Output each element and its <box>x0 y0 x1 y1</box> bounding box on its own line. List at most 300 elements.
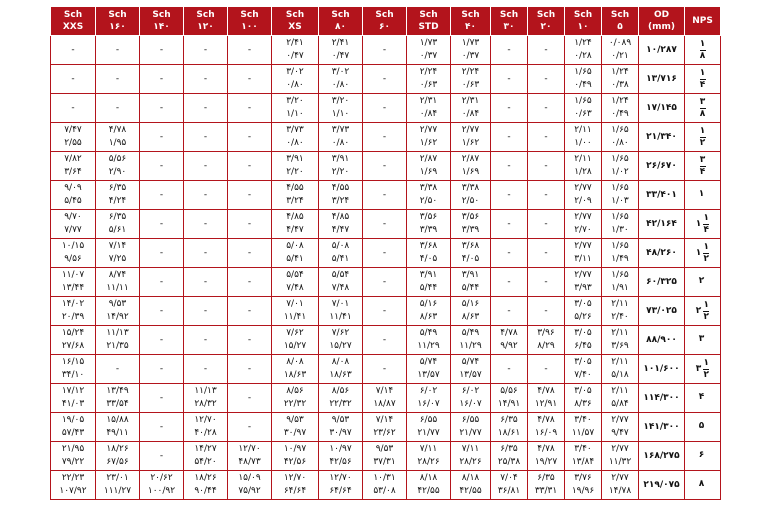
od-cell <box>639 210 685 239</box>
cell-value: - <box>382 189 387 200</box>
table-row <box>51 123 721 152</box>
schedule-cell <box>407 65 451 94</box>
cell-value: - <box>203 102 208 113</box>
cell-value: - <box>382 334 387 345</box>
nps-fraction <box>703 214 709 235</box>
weight-value: ۱۳/۴۴ <box>61 283 85 293</box>
schedule-cell <box>565 442 602 471</box>
schedule-cell <box>319 297 363 326</box>
weight-value: ۱۶/۰۷ <box>417 399 440 409</box>
cell-value: - <box>203 189 208 200</box>
schedule-cell <box>363 94 407 123</box>
nps-cell <box>685 239 721 268</box>
nps-whole: ۲ <box>698 276 705 286</box>
cell-value: - <box>382 218 387 229</box>
schedule-cell <box>228 65 272 94</box>
schedule-cell <box>319 442 363 471</box>
weight-value: ۷/۴۸ <box>331 283 350 293</box>
nps-cell <box>685 471 721 500</box>
schedule-cell <box>565 297 602 326</box>
weight-value: ۳/۶۹ <box>611 341 629 351</box>
nps-numerator: ۱ <box>703 212 709 223</box>
schedule-cell <box>272 36 319 65</box>
cell-value: - <box>115 73 120 84</box>
od-cell <box>639 123 685 152</box>
schedule-cell <box>51 94 96 123</box>
table-row <box>51 442 721 471</box>
wall-thickness: ۲۱/۹۵ <box>61 444 85 454</box>
wall-thickness: ۳/۰۵ <box>574 386 592 396</box>
wall-thickness: ۳/۶۸ <box>419 241 438 251</box>
column-header-label: NPS <box>692 16 713 26</box>
wall-thickness: ۲/۳۱ <box>461 96 480 106</box>
wall-thickness: ۵/۵۶ <box>108 154 127 164</box>
schedule-cell <box>565 326 602 355</box>
weight-value: ۷/۲۵ <box>108 254 127 264</box>
schedule-cell <box>184 239 228 268</box>
schedule-cell <box>528 36 565 65</box>
weight-value: ۷۵/۹۲ <box>238 486 261 496</box>
table-row <box>51 152 721 181</box>
nps-numerator: ۳ <box>699 96 706 107</box>
wall-thickness: ۱/۶۵ <box>611 270 629 280</box>
wall-thickness: ۳/۶۸ <box>461 241 480 251</box>
cell-value: - <box>203 73 208 84</box>
column-header-label: Sch <box>499 10 519 20</box>
wall-thickness: ۳/۷۳ <box>331 125 350 135</box>
cell-value: - <box>115 363 120 374</box>
weight-value: ۱۱/۳۲ <box>608 457 632 467</box>
cell-value: - <box>382 73 387 84</box>
cell-value: - <box>203 160 208 171</box>
wall-thickness: ۷/۶۲ <box>331 328 350 338</box>
od-cell <box>639 442 685 471</box>
od-cell <box>639 471 685 500</box>
schedule-cell <box>51 65 96 94</box>
wall-thickness: ۱۳/۴۹ <box>106 386 129 396</box>
weight-value: ۵/۴۱ <box>286 254 304 264</box>
wall-thickness: ۲/۱۱ <box>611 299 629 309</box>
pipe-schedule-table-container <box>50 6 721 500</box>
cell-value: - <box>247 102 252 113</box>
cell-value: - <box>247 131 252 142</box>
cell-value: - <box>507 305 511 316</box>
schedule-cell <box>228 413 272 442</box>
cell-value: - <box>544 247 548 258</box>
od-cell <box>639 297 685 326</box>
column-header <box>272 7 319 36</box>
schedule-cell <box>528 123 565 152</box>
schedule-cell <box>272 181 319 210</box>
schedule-cell <box>228 152 272 181</box>
column-header-sublabel: ۱۴۰ <box>153 22 170 32</box>
table-body <box>51 36 721 500</box>
cell-value: - <box>507 247 511 258</box>
schedule-cell <box>228 355 272 384</box>
nps-denominator: ۴ <box>699 79 706 90</box>
schedule-cell <box>363 268 407 297</box>
schedule-cell <box>565 471 602 500</box>
wall-thickness: ۴/۸۵ <box>331 212 350 222</box>
weight-value: ۲/۷۰ <box>574 225 592 235</box>
od-cell <box>639 384 685 413</box>
schedule-cell <box>602 268 639 297</box>
weight-value: ۱/۰۰ <box>574 138 592 148</box>
schedule-cell <box>96 442 140 471</box>
table-row <box>51 355 721 384</box>
weight-value: ۱۱/۲۹ <box>417 341 440 351</box>
weight-value: ۱/۶۹ <box>419 167 438 177</box>
wall-thickness: ۹/۷۰ <box>64 212 82 222</box>
column-header <box>96 7 140 36</box>
weight-value: ۱۴/۷۸ <box>608 486 632 496</box>
wall-thickness: ۴/۵۵ <box>331 183 350 193</box>
schedule-cell <box>407 384 451 413</box>
cell-value: - <box>544 305 548 316</box>
wall-thickness: ۲/۷۷ <box>461 125 480 135</box>
wall-thickness: ۱/۶۵ <box>611 241 629 251</box>
column-header-sublabel: ۵ <box>617 22 623 32</box>
schedule-cell <box>272 355 319 384</box>
wall-thickness: ۱۵/۲۴ <box>61 328 85 338</box>
wall-thickness: ۵/۴۹ <box>461 328 480 338</box>
column-header <box>140 7 184 36</box>
schedule-cell <box>319 471 363 500</box>
table-row <box>51 384 721 413</box>
schedule-cell <box>96 239 140 268</box>
weight-value: ۹/۴۷ <box>611 428 629 438</box>
schedule-cell <box>363 384 407 413</box>
nps-cell <box>685 384 721 413</box>
schedule-cell <box>51 297 96 326</box>
wall-thickness: ۳/۵۶ <box>461 212 480 222</box>
weight-value: ۵۳/۰۸ <box>373 486 396 496</box>
cell-value: ۷۳/۰۲۵ <box>646 305 677 316</box>
schedule-cell <box>528 239 565 268</box>
column-header <box>228 7 272 36</box>
nps-fraction <box>703 301 709 322</box>
weight-value: ۵۷/۴۳ <box>61 428 85 438</box>
nps-whole: ۱ <box>695 218 702 229</box>
cell-value: - <box>382 247 387 258</box>
nps-whole: ۶ <box>698 450 705 460</box>
weight-value: ۱۸/۶۳ <box>283 370 307 380</box>
wall-thickness: ۲/۷۷ <box>611 444 629 454</box>
schedule-cell <box>184 297 228 326</box>
cell-value: - <box>544 276 548 287</box>
nps-denominator: ۲ <box>703 311 709 322</box>
schedule-cell <box>140 123 184 152</box>
wall-thickness: ۷/۰۴ <box>500 473 518 483</box>
schedule-cell <box>602 326 639 355</box>
schedule-cell <box>272 413 319 442</box>
weight-value: ۱/۹۵ <box>108 138 127 148</box>
schedule-cell <box>451 355 491 384</box>
weight-value: ۱۶/۰۷ <box>459 399 482 409</box>
wall-thickness: ۳/۹۱ <box>286 154 304 164</box>
cell-value: ۳۳/۴۰۱ <box>646 189 677 200</box>
wall-thickness: ۴/۸۵ <box>286 212 304 222</box>
cell-value: - <box>71 73 75 84</box>
schedule-cell <box>407 152 451 181</box>
weight-value: ۰/۴۹ <box>574 80 592 90</box>
weight-value: ۱۰۷/۹۲ <box>59 486 87 496</box>
weight-value: ۱/۶۲ <box>419 138 438 148</box>
weight-value: ۵/۴۴ <box>461 283 480 293</box>
cell-value: ۱۱۴/۳۰۰ <box>643 392 680 403</box>
schedule-cell <box>184 268 228 297</box>
wall-thickness: ۲/۷۷ <box>574 241 592 251</box>
schedule-cell <box>363 413 407 442</box>
weight-value: ۵/۴۵ <box>64 196 82 206</box>
cell-value: - <box>544 44 548 55</box>
wall-thickness: ۱۱/۰۷ <box>61 270 85 280</box>
weight-value: ۱/۱۰ <box>331 109 350 119</box>
schedule-cell <box>528 268 565 297</box>
wall-thickness: ۹/۵۳ <box>375 444 394 454</box>
weight-value: ۳/۳۹ <box>461 225 480 235</box>
nps-fraction <box>703 359 709 380</box>
weight-value: ۶/۴۵ <box>574 341 592 351</box>
table-row <box>51 210 721 239</box>
weight-value: ۴۲/۵۶ <box>283 457 307 467</box>
schedule-cell <box>51 123 96 152</box>
wall-thickness: ۱۶/۱۵ <box>61 357 85 367</box>
column-header-sublabel: XXS <box>62 22 84 32</box>
wall-thickness: ۸/۵۶ <box>331 386 350 396</box>
column-header-sublabel: ۴۰ <box>465 22 476 32</box>
wall-thickness: ۴/۷۸ <box>500 328 518 338</box>
wall-thickness: ۷/۶۲ <box>286 328 304 338</box>
weight-value: ۱۳/۵۷ <box>417 370 440 380</box>
schedule-cell <box>363 123 407 152</box>
od-cell <box>639 326 685 355</box>
cell-value: - <box>159 44 164 55</box>
schedule-cell <box>51 268 96 297</box>
nps-denominator: ۲ <box>703 253 709 264</box>
column-header-sublabel: (mm) <box>648 22 675 32</box>
nps-whole: ۳ <box>698 334 705 344</box>
wall-thickness: ۳/۰۲ <box>331 67 350 77</box>
cell-value: - <box>203 44 208 55</box>
table-row <box>51 413 721 442</box>
schedule-cell <box>184 442 228 471</box>
cell-value: - <box>382 160 387 171</box>
cell-value: - <box>544 131 548 142</box>
cell-value: - <box>159 276 164 287</box>
weight-value: ۲/۲۰ <box>286 167 304 177</box>
wall-thickness: ۱/۲۴ <box>574 38 592 48</box>
schedule-cell <box>319 181 363 210</box>
schedule-cell <box>602 123 639 152</box>
table-header <box>51 7 721 36</box>
schedule-cell <box>96 181 140 210</box>
od-cell <box>639 181 685 210</box>
weight-value: ۰/۸۴ <box>419 109 438 119</box>
schedule-cell <box>491 413 528 442</box>
cell-value: ۸۸/۹۰۰ <box>646 334 677 345</box>
cell-value: - <box>203 305 208 316</box>
schedule-cell <box>451 413 491 442</box>
wall-thickness: ۲/۱۱ <box>611 357 629 367</box>
weight-value: ۴۸/۷۳ <box>238 457 261 467</box>
schedule-cell <box>451 239 491 268</box>
schedule-cell <box>140 152 184 181</box>
wall-thickness: ۸/۱۸ <box>461 473 480 483</box>
nps-numerator: ۱ <box>703 357 709 368</box>
cell-value: - <box>247 363 252 374</box>
weight-value: ۲۸/۳۲ <box>194 399 217 409</box>
schedule-cell <box>565 65 602 94</box>
cell-value: - <box>159 218 164 229</box>
schedule-cell <box>528 413 565 442</box>
nps-denominator: ۲ <box>703 369 709 380</box>
wall-thickness: ۹/۵۳ <box>286 415 304 425</box>
cell-value: - <box>544 73 548 84</box>
schedule-cell <box>140 268 184 297</box>
wall-thickness: ۱/۶۵ <box>611 212 629 222</box>
cell-value: - <box>159 421 164 432</box>
wall-thickness: ۶/۳۵ <box>500 415 518 425</box>
schedule-cell <box>96 471 140 500</box>
schedule-cell <box>363 355 407 384</box>
schedule-cell <box>602 36 639 65</box>
cell-value: - <box>544 363 548 374</box>
weight-value: ۱/۴۹ <box>611 254 629 264</box>
wall-thickness: ۲/۷۷ <box>419 125 438 135</box>
weight-value: ۲/۹۰ <box>108 167 127 177</box>
nps-fraction <box>700 156 706 177</box>
weight-value: ۲۰/۳۹ <box>61 312 85 322</box>
schedule-cell <box>319 239 363 268</box>
weight-value: ۵/۴۴ <box>419 283 438 293</box>
schedule-cell <box>184 326 228 355</box>
column-header <box>491 7 528 36</box>
schedule-cell <box>96 297 140 326</box>
column-header-label: Sch <box>536 10 556 20</box>
wall-thickness: ۲/۱۱ <box>611 328 629 338</box>
schedule-cell <box>602 65 639 94</box>
wall-thickness: ۲/۱۱ <box>574 125 592 135</box>
wall-thickness: ۱۷/۱۲ <box>61 386 85 396</box>
wall-thickness: ۱۹/۰۵ <box>61 415 85 425</box>
schedule-cell <box>51 181 96 210</box>
weight-value: ۴۲/۵۶ <box>329 457 352 467</box>
weight-value: ۲۳/۶۲ <box>373 428 396 438</box>
wall-thickness: ۲/۴۱ <box>286 38 304 48</box>
wall-thickness: ۱۵/۸۸ <box>106 415 129 425</box>
nps-cell <box>685 123 721 152</box>
schedule-cell <box>407 239 451 268</box>
wall-thickness: ۲/۴۱ <box>331 38 350 48</box>
schedule-cell <box>528 210 565 239</box>
wall-thickness: ۱۱/۱۳ <box>194 386 217 396</box>
cell-value: - <box>203 131 208 142</box>
cell-value: - <box>247 73 252 84</box>
weight-value: ۰/۸۰ <box>611 138 629 148</box>
cell-value: - <box>382 102 387 113</box>
cell-value: - <box>247 189 252 200</box>
column-header-sublabel: ۱۲۰ <box>197 22 214 32</box>
schedule-cell <box>565 152 602 181</box>
wall-thickness: ۲/۲۴ <box>461 67 480 77</box>
schedule-cell <box>565 94 602 123</box>
schedule-cell <box>272 326 319 355</box>
cell-value: ۶۰/۳۲۵ <box>646 276 677 287</box>
nps-whole: ۴ <box>698 392 705 402</box>
column-header <box>363 7 407 36</box>
schedule-cell <box>96 355 140 384</box>
nps-whole: ۵ <box>698 421 705 431</box>
schedule-cell <box>272 268 319 297</box>
schedule-cell <box>491 268 528 297</box>
column-header-sublabel: ۸۰ <box>335 22 346 32</box>
weight-value: ۰/۸۰ <box>286 80 304 90</box>
schedule-cell <box>528 94 565 123</box>
schedule-cell <box>51 384 96 413</box>
column-header-sublabel: ۱۰ <box>577 22 589 32</box>
wall-thickness: ۱/۶۵ <box>574 96 592 106</box>
weight-value: ۱۸/۸۷ <box>373 399 396 409</box>
schedule-cell <box>319 326 363 355</box>
cell-value: - <box>203 334 208 345</box>
weight-value: ۱/۳۰ <box>611 225 629 235</box>
schedule-cell <box>407 268 451 297</box>
schedule-cell <box>565 413 602 442</box>
wall-thickness: ۳/۷۶ <box>574 473 592 483</box>
wall-thickness: ۵/۰۸ <box>286 241 304 251</box>
cell-value: - <box>159 363 164 374</box>
weight-value: ۲/۲۰ <box>331 167 350 177</box>
cell-value: - <box>203 218 208 229</box>
weight-value: ۵۴/۲۰ <box>194 457 217 467</box>
wall-thickness: ۲۲/۲۳ <box>61 473 85 483</box>
wall-thickness: ۹/۵۳ <box>331 415 350 425</box>
schedule-cell <box>363 65 407 94</box>
wall-thickness: ۵/۷۴ <box>461 357 480 367</box>
weight-value: ۹/۹۲ <box>500 341 518 351</box>
nps-cell <box>685 65 721 94</box>
schedule-cell <box>96 36 140 65</box>
schedule-cell <box>184 36 228 65</box>
weight-value: ۱۱۱/۲۷ <box>103 486 132 496</box>
nps-numerator: ۱ <box>699 125 706 136</box>
wall-thickness: ۶/۳۵ <box>537 473 555 483</box>
schedule-cell <box>140 65 184 94</box>
weight-value: ۳۰/۹۷ <box>329 428 352 438</box>
schedule-cell <box>528 355 565 384</box>
schedule-cell <box>363 326 407 355</box>
wall-thickness: ۳/۰۵ <box>574 299 592 309</box>
weight-value: ۱/۰۲ <box>611 167 629 177</box>
weight-value: ۲۱/۳۵ <box>106 341 129 351</box>
schedule-cell <box>407 355 451 384</box>
wall-thickness: ۲/۱۱ <box>574 154 592 164</box>
nps-whole: ۱ <box>695 247 702 258</box>
nps-fraction <box>700 127 706 148</box>
weight-value: ۴/۴۷ <box>331 225 350 235</box>
wall-thickness: ۵/۵۴ <box>286 270 304 280</box>
weight-value: ۰/۲۱ <box>611 51 629 61</box>
schedule-cell <box>407 471 451 500</box>
schedule-cell <box>319 65 363 94</box>
schedule-cell <box>565 36 602 65</box>
wall-thickness: ۶/۰۲ <box>419 386 438 396</box>
schedule-cell <box>528 297 565 326</box>
nps-denominator: ۲ <box>699 137 706 148</box>
column-header-label: Sch <box>108 10 127 20</box>
schedule-cell <box>228 94 272 123</box>
